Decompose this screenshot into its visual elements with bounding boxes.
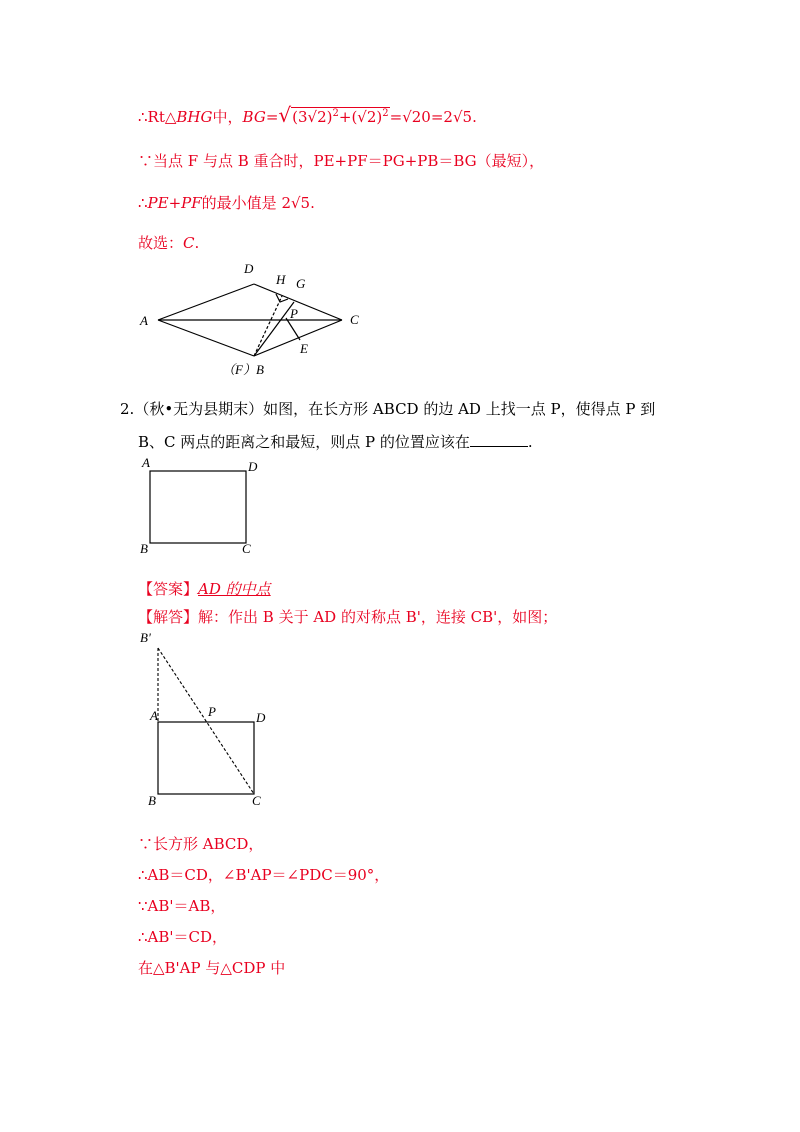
reflection-figure <box>136 628 276 810</box>
label-fb: （F）B <box>222 362 264 377</box>
question-2-line-2 <box>138 431 533 452</box>
label-b: B <box>148 793 156 808</box>
proof-line-1: ∵长方形 ABCD， <box>138 835 264 853</box>
label-c: C <box>252 793 261 808</box>
rectangle-figure <box>136 455 266 560</box>
rectangle-abcd <box>158 722 254 794</box>
label-a: A <box>150 708 158 723</box>
label-d: D <box>248 459 258 474</box>
line1-prefix: ∴Rt△ <box>138 108 177 126</box>
line1-result1: =√20 <box>389 108 431 126</box>
solution-line-3 <box>138 192 315 213</box>
rectangle-abcd <box>150 471 246 543</box>
plus: + <box>338 108 352 126</box>
dashed-bh <box>254 296 282 356</box>
proof-line-5: 在△B'AP 与△CDP 中 <box>138 959 286 977</box>
proof-line-3: ∵AB'＝AB， <box>138 897 226 915</box>
line3-end: . <box>310 194 315 212</box>
solution-line-1 <box>138 103 477 127</box>
line4-choice: C <box>183 234 195 252</box>
rhombus-figure <box>130 258 370 383</box>
solution-line-2: ∵当点 F 与点 B 重合时，PE+PF＝PG+PB＝BG（最短）， <box>138 152 545 170</box>
term2: (√2) <box>351 108 383 126</box>
proof-line-4: ∴AB'＝CD， <box>138 928 228 946</box>
sqrt-expression: $√(3√2)^2+(√2)^2$ <box>278 103 389 127</box>
label-p: P <box>208 704 216 719</box>
line1-eq: = <box>265 108 279 126</box>
label-a: A <box>140 313 148 328</box>
answer-value: AD 的中点 <box>198 580 271 598</box>
analysis-line <box>138 606 557 627</box>
line1-bg: BG <box>242 108 266 126</box>
edge-ba <box>158 320 254 356</box>
label-e: E <box>300 341 308 356</box>
label-bprime: B' <box>140 630 151 645</box>
line3-prefix: ∴ <box>138 194 148 212</box>
question-text-2: B、C 两点的距离之和最短，则点 P 的位置应该在 <box>138 433 470 451</box>
question-2-line-1 <box>120 398 655 419</box>
analysis-tag: 【解答】 <box>138 608 199 626</box>
analysis-text: 解：作出 B 关于 AD 的对称点 B'，连接 CB'，如图； <box>198 608 558 626</box>
label-b: B <box>140 541 148 556</box>
edge-ad <box>158 284 254 320</box>
proof-line-2: ∴AB＝CD，∠B'AP＝∠PDC＝90°， <box>138 866 390 884</box>
line1-triangle: BHG <box>176 108 213 126</box>
line1-mid: 中， <box>212 108 243 126</box>
exp2: 2 <box>382 108 389 119</box>
question-number: 2. <box>120 400 135 418</box>
line1-end: . <box>472 108 477 126</box>
label-c: C <box>242 541 251 556</box>
line4-end: . <box>194 234 200 252</box>
label-g: G <box>296 276 306 291</box>
line3-expr: PE+PF <box>147 194 202 212</box>
label-c: C <box>350 312 359 327</box>
dashed-bprime-c <box>158 648 254 794</box>
solution-line-4 <box>138 232 199 253</box>
answer-tag: 【答案】 <box>138 580 199 598</box>
label-d: D <box>256 710 266 725</box>
label-d: D <box>244 261 254 276</box>
label-a: A <box>142 455 150 470</box>
term1: (3√2) <box>292 108 333 126</box>
question-text-end: . <box>527 433 533 451</box>
answer-blank <box>470 434 528 447</box>
line1-result2: =2√5 <box>430 108 473 126</box>
answer-line <box>138 578 271 599</box>
line3-mid: 的最小值是 <box>201 194 282 212</box>
line4-prefix: 故选： <box>138 234 184 252</box>
label-h: H <box>276 272 286 287</box>
segment-pe <box>286 318 300 340</box>
label-p: P <box>290 306 298 321</box>
exp1: 2 <box>332 108 339 119</box>
question-text-1: （秋•无为县期末）如图，在长方形 ABCD 的边 AD 上找一点 P，使得点 P 到 <box>134 400 656 418</box>
line3-val: 2√5 <box>281 194 311 212</box>
